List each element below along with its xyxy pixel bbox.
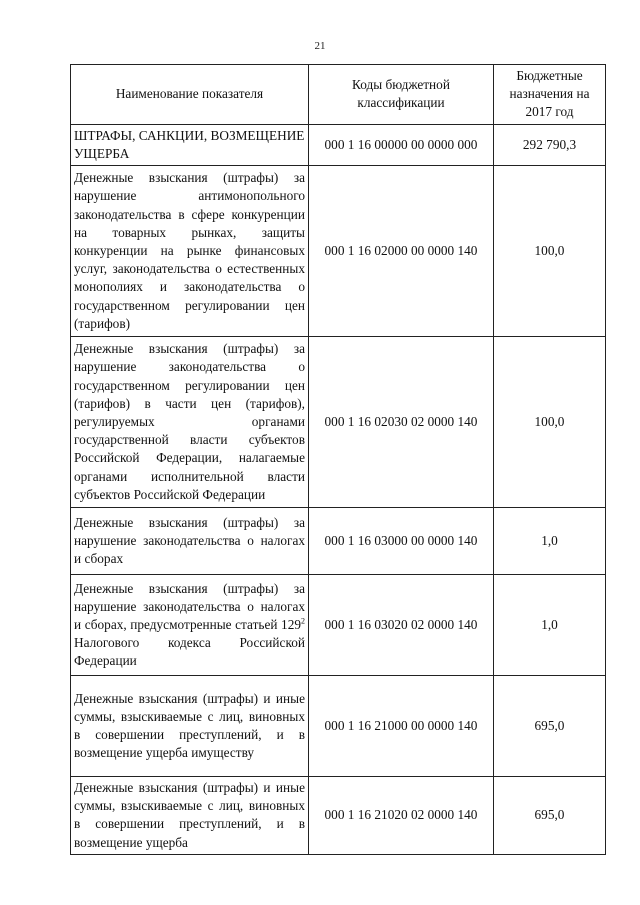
row-amount: 100,0: [494, 337, 606, 508]
row-code: 000 1 16 21000 00 0000 140: [309, 676, 494, 777]
table-row: [71, 575, 606, 676]
table-row: [71, 337, 606, 508]
row-amount: 1,0: [494, 508, 606, 575]
row-name: Денежные взыскания (штрафы) за нарушение антимонопольного законодательства в сфере конкуренции на товарных рынках, защиты конкуренции на рынке финансовых услуг, законодательства о естественных монополиях и законодательства о государственном регулировании цен (тарифов): [71, 166, 309, 337]
row-amount: 695,0: [494, 676, 606, 777]
page-number: 21: [314, 40, 326, 52]
row-name: [71, 575, 309, 676]
table-row: [71, 676, 606, 777]
row-code: 000 1 16 02030 02 0000 140: [309, 337, 494, 508]
row-code: 000 1 16 02000 00 0000 140: [309, 166, 494, 337]
row-name: ШТРАФЫ, САНКЦИИ, ВОЗМЕЩЕНИЕ УЩЕРБА: [71, 124, 309, 165]
row-name: Денежные взыскания (штрафы) за нарушение законодательства о налогах и сборах: [71, 508, 309, 575]
table-row: [71, 508, 606, 575]
row-code: 000 1 16 03020 02 0000 140: [309, 575, 494, 676]
row-name: Денежные взыскания (штрафы) за нарушение законодательства о государственном регулировании цен (тарифов) в части цен (тарифов), регулируемых органами государственной власти субъектов Российской Федерации, налагаемые органами исполнительной власти субъектов Российской Федерации: [71, 337, 309, 508]
header-amount: Бюджетные назначения на 2017 год: [494, 65, 606, 125]
row-amount: 695,0: [494, 777, 606, 855]
table-header-row: [71, 65, 606, 125]
budget-table: [70, 64, 606, 855]
table-row: [71, 124, 606, 165]
header-code: Коды бюджетной классификации: [309, 65, 494, 125]
table-row: [71, 166, 606, 337]
row-name: Денежные взыскания (штрафы) и иные суммы, взыскиваемые с лиц, виновных в совершении преступлений, и в возмещение ущерба: [71, 777, 309, 855]
table-row: [71, 777, 606, 855]
row-amount: 1,0: [494, 575, 606, 676]
row-code: 000 1 16 21020 02 0000 140: [309, 777, 494, 855]
header-name: Наименование показателя: [71, 65, 309, 125]
superscript-2: 2: [301, 616, 305, 626]
row-name: Денежные взыскания (штрафы) и иные суммы, взыскиваемые с лиц, виновных в совершении преступлений, и в возмещение ущерба имуществу: [71, 676, 309, 777]
row-code: 000 1 16 00000 00 0000 000: [309, 124, 494, 165]
row-code: 000 1 16 03000 00 0000 140: [309, 508, 494, 575]
row-amount: 100,0: [494, 166, 606, 337]
row-name-text: Денежные взыскания (штрафы) за нарушение законодательства о налогах и сборах, предусмотренные статьей 129: [74, 580, 305, 632]
row-amount: 292 790,3: [494, 124, 606, 165]
row-name-text-cont: Налогового кодекса Российской Федерации: [74, 635, 305, 669]
